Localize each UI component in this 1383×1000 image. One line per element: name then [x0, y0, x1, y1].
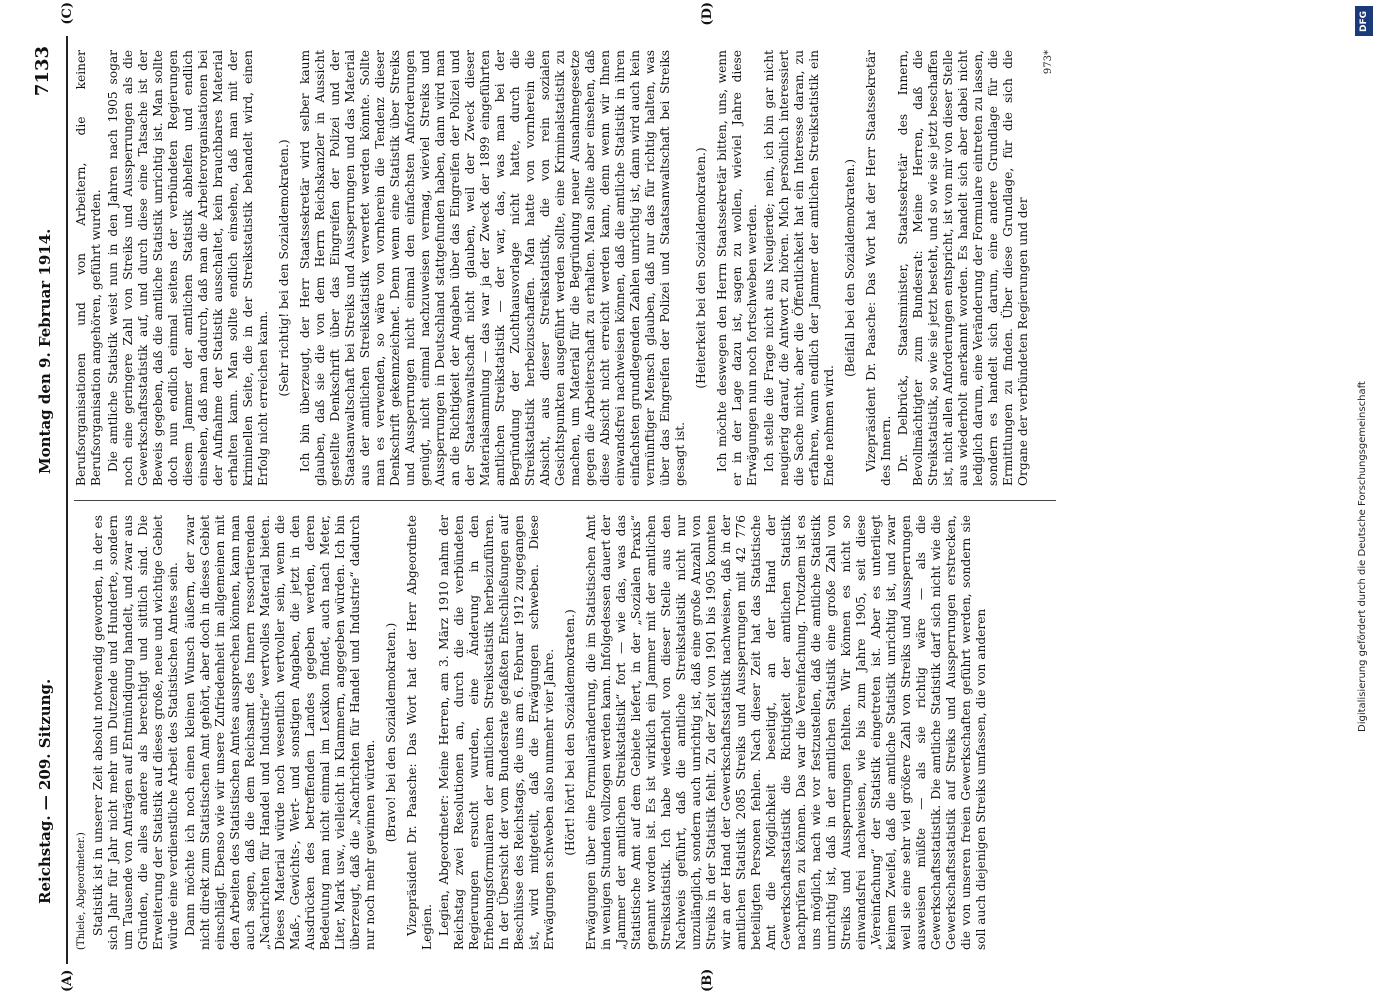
paragraph: (Thiele, Abgeordneter.) — [76, 832, 87, 950]
speaker-paragraph: Vizepräsident Dr. Paasche: Das Wort hat der Herr Abgeordnete Legien. — [405, 515, 434, 950]
header-date: Montag den 9. Februar 1914. — [36, 228, 54, 474]
header-session: Reichstag. — 209. Sitzung. — [36, 678, 54, 904]
interjection: (Beifall bei den Sozialdemokraten.) — [843, 159, 857, 377]
paragraph: Erwägungen über eine Formularänderung, die im Statistischen Amt in wenigen Stunden vollzogen werden kann. Infolgedessen dauert der „Jammer der amtlichen Streikstatistik“ fort — wie das, was das Statistische Amt auf dem Gebiete liefert, in der „Sozialen Praxis“ genannt worden ist. Es ist wirklich ein Jammer mit der amtlichen Streikstatistik. Ich habe wiederholt von dieser Stelle aus den Nachweis geführt, daß die amtliche Streikstatistik nicht nur unzulänglich, sondern auch unrichtig ist, daß eine große Anzahl von Streiks in der Statistik fehlt. Zu der Zeit von 1901 bis 1905 konnten wir an der Hand der Gewerkschaftsstatistik nachweisen, daß in der amtlichen Statistik 2085 Streiks und Aussperrungen mit 42 776 beteiligten Personen fehlen. Nach dieser Zeit hat das Statistische Amt die Möglichkeit beseitigt, an der Hand der Gewerkschaftsstatistik die Richtigkeit der amtlichen Statistik nachprüfen zu können. Das war die Vereinfachung. Trotzdem ist es uns möglich, nach wie vor festzustellen, daß die amtliche Statistik unrichtig ist, daß in der amtlichen Statistik eine große Zahl von Streiks und Aussperrungen fehlten. Wir können es nicht so einwandsfrei nachweisen, wie bis zum Jahre 1905, seit diese „Vereinfachung“ der Statistik eingetreten ist. Aber es unterliegt keinem Zweifel, daß die amtliche Statistik unrichtig ist, und zwar weil sie eine sehr viel größere Zahl von Streiks und Aussperrungen ausweisen müßte — als sie richtig wäre — als die Gewerkschaftsstatistik. Die amtliche Statistik darf sich nicht wie die Gewerkschaftsstatistik auf Streiks und Aussperrungen erstrecken, die von unseren freien Gewerkschaften geführt werden, sondern sie soll auch diejenigen Streiks umfassen, die von anderen — [584, 515, 988, 950]
paragraph: Berufsorganisationen und von Arbeitern, die keiner Berufsorganisation angehören, geführt wurden. — [74, 50, 103, 486]
paragraph: Ich möchte deswegen den Herrn Staatssekretär bitten, uns, wenn er in der Lage dazu ist, sagen zu wollen, wieviel Jahre diese Erwägungen nun noch fortschweben werden. — [715, 50, 759, 486]
right-column — [74, 36, 1056, 500]
paragraph: Statistik ist in unserer Zeit absolut notwendig geworden, in der es sich Jahr für Jahr nicht mehr um Dutzende und Hunderte, sondern um Tausende von Anträgen auf Entmündigung handelt, und zwar aus Gründen, die alles andere als berechtigt und sittlich sind. Die Erweiterung der Statistik auf dieses große, neue und wichtige Gebiet würde eine verdienstliche Arbeit des Statistischen Amtes sein. — [91, 515, 180, 950]
margin-marker-a: (A) — [60, 969, 75, 992]
left-column — [74, 500, 1056, 964]
dfg-logo: DFG — [1355, 6, 1373, 36]
signature-mark: 973* — [1043, 50, 1054, 75]
speaker-paragraph: Vizepräsident Dr. Paasche: Das Wort hat der Herr Staatssekretär des Innern. — [864, 50, 893, 486]
paragraph: Ich bin überzeugt, der Herr Staatssekretär wird selber kaum glauben, daß sie die von dem Herrn Reichskanzler in Aussicht gestellte Denkschrift über das Eingreifen der Polizei und der Staatsanwaltschaft bei Streiks und Aussperrungen und das Material aus der amtlichen Streikstatistik verwertet werden könnte. Sollte man es verwenden, so wäre von vornherein die Tendenz dieser Denkschrift gekennzeichnet. Denn wenn eine Statistik über Streiks und Aussperrungen nicht einmal den einfachsten Anforderungen genügt, nicht einmal nachzuweisen vermag, wieviel Streiks und Aussperrungen in Deutschland stattgefunden haben, dann wird man an die Richtigkeit der Angaben über das Eingreifen der Polizei und der Staatsanwaltschaft nicht glauben, weil der Zweck dieser Materialsammlung — das war ja der Zweck der 1899 eingeführten amtlichen Streikstatistik — der war, das, was man bei der Begründung der Zuchthausvorlage nicht hatte, durch die Streikstatistik herbeizuschaffen. Man hatte von vornherein die Absicht, aus dieser Streikstatistik, die von rein sozialen Gesichtspunkten ausgeführt werden sollte, eine Kriminalstatistik zu machen, um Material für die Begründung neuer Ausnahmegesetze gegen die Arbeiterschaft zu erhalten. Man sollte aber einsehen, daß diese Absicht nicht erreicht werden kann, denn wenn wir Ihnen einwandsfrei nachweisen können, daß die amtliche Statistik in ihren einfachsten grundlegenden Zahlen unrichtig ist, dann wird auch kein vernünftiger Mensch glauben, daß nur das für richtig halten, was über das Eingreifen der Polizei und Staatsanwaltschaft bei Streiks gesagt ist. — [298, 50, 687, 486]
text-columns — [74, 36, 1056, 964]
header-page-number: 7133 — [32, 46, 53, 97]
digitization-credit: Digitalisierung gefördert durch die Deutsche Forschungsgemeinschaft — [1357, 381, 1368, 732]
interjection: (Bravo! bei den Sozialdemokraten.) — [384, 622, 398, 843]
paragraph: Dann möchte ich noch einen kleinen Wunsch äußern, der zwar nicht direkt zum Statistischen Amt gehört, aber doch in dieses Gebiet einschlägt. Ebenso wie wir unsere Zufriedenheit im allgemeinen mit den Arbeiten des Statistischen Amtes aussprechen können, kann man auch sagen, daß die dem Reichsamt des Innern ressortierenden „Nachrichten für Handel und Industrie“ wertvolles Material bieten. Dieses Material würde noch wesentlich wertvoller sein, wenn die Maß-, Gewichts-, Wert- und sonstigen Angaben, die jetzt in den Ausdrücken des betreffenden Landes gegeben werden, deren Bedeutung man nicht einmal im Lexikon findet, auch nach Meter, Liter, Mark usw., vielleicht in Klammern, angegeben würden. Ich bin überzeugt, daß die „Nachrichten für Handel und Industrie“ dadurch nur noch mehr gewinnen würden. — [183, 515, 377, 950]
margin-marker-c: (C) — [60, 2, 75, 25]
interjection: (Heiterkeit bei den Sozialdemokraten.) — [694, 147, 708, 389]
paragraph: Ich stelle die Frage nicht aus Neugierde; nein, ich bin gar nicht neugierig darauf, die Antwort zu hören. Mich persönlich interessiert die Sache nicht, aber die Öffentlichkeit hat ein Interesse daran, zu erfahren, wann endlich der Jammer der amtlichen Streikstatistik ein Ende nehmen wird. — [762, 50, 836, 486]
interjection: (Hört! hört! bei den Sozialdemokraten.) — [563, 609, 577, 856]
interjection: (Sehr richtig! bei den Sozialdemokraten.) — [277, 139, 291, 397]
digitization-sidebar — [1353, 6, 1375, 736]
margin-marker-d: (D) — [700, 2, 715, 26]
paragraph: Dr. Delbrück, Staatsminister, Staatssekretär des Innern, Bevollmächtigter zum Bundesrat: Meine Herren, daß die Streikstatistik, so wie sie jetzt besteht, und so wie sie jetzt beschaffen ist, nicht allen Anforderungen entspricht, ist von mir von dieser Stelle aus wiederholt anerkannt worden. Es handelt sich aber dabei nicht lediglich darum, eine Veränderung der Formulare eintreten zu lassen, sondern es handelt sich darum, eine andere Grundlage für die Ermittlungen zu finden. Über diese Grundlage, für die sich die Organe der verbündeten Regierungen und der — [896, 50, 1030, 486]
margin-marker-b: (B) — [700, 968, 715, 992]
paragraph: Die amtliche Statistik weist nun in den Jahren nach 1905 sogar noch eine geringere Zahl von Streiks und Aussperrungen als die Gewerkschaftsstatistik auf, und durch diese eine Tatsache ist der Beweis gegeben, daß die amtliche Statistik unrichtig ist. Man sollte doch nun endlich einmal seitens der verbündeten Regierungen diesem Jammer der amtlichen Statistik abhelfen und endlich einsehen, daß man dadurch, daß man die Arbeiterorganisationen bei der Aufnahme der Statistik ausschaltet, kein brauchbares Material erhalten kann. Man sollte endlich einsehen, daß man mit der kriminellen Seite, die in der Streikstatistik behandelt wird, einen Erfolg nicht erreichen kann. — [106, 50, 270, 486]
paragraph: Legien, Abgeordneter: Meine Herren, am 3. März 1910 nahm der Reichstag zwei Resolutionen an, durch die die verbündeten Regierungen ersucht wurden, eine Änderung in den Erhebungsformularen der amtlichen Streikstatistik herbeizuführen. In der Übersicht der vom Bundesrate gefaßten Entschließungen auf Beschlüsse des Reichstags, die uns am 6. Februar 1912 zugegangen ist, wird mitgeteilt, daß die Erwägungen schweben. Diese Erwägungen schweben also nunmehr vier Jahre. — [437, 515, 556, 950]
page-header — [30, 36, 68, 964]
